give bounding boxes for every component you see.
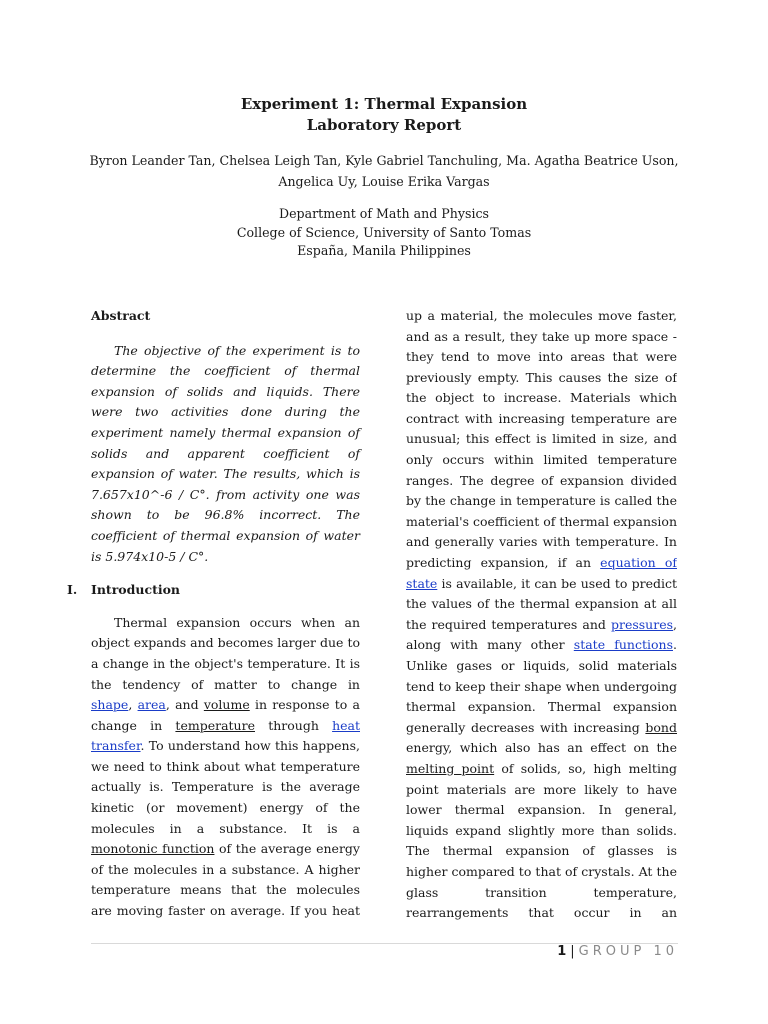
state-functions-link[interactable]: state functions: [573, 637, 673, 653]
pressures-link[interactable]: pressures: [610, 616, 674, 632]
heat-transfer-link[interactable]: heat transfer: [91, 717, 360, 754]
introduction-text-run: ,: [128, 697, 138, 713]
introduction-text-run: energy, which also has an effect on the: [406, 740, 677, 756]
affiliation-department: Department of Math and Physics: [279, 206, 489, 221]
volume-term: volume: [203, 697, 250, 713]
author-list: [0, 150, 768, 192]
title-line-2: Laboratory Report: [306, 116, 462, 134]
introduction-paragraph: [406, 306, 677, 924]
page-number: 1: [557, 944, 567, 959]
introduction-text-run: , and: [165, 697, 204, 713]
introduction-heading-label: Introduction: [91, 582, 181, 598]
introduction-text-run: of the average energy of the molecules in a substance. A higher temperature means that the molecules are moving faster on average. If you heat: [91, 841, 360, 919]
introduction-text-left: [91, 613, 360, 922]
area-link[interactable]: area: [137, 697, 166, 713]
page-footer: [557, 942, 678, 962]
left-column: [67, 306, 360, 922]
introduction-text-run: up a material, the molecules move faster, and as a result, they take up more space - they tend to move into areas that were previously empty. This causes the size of the object to increase. Materials which contract with increasing temperature are unusual; this effect is limited in size, and only occurs within limited temperature ranges. The degree of expansion divided by the change in temperature is called the material's coefficient of thermal expansion and generally varies with temperature. In predicting expansion, if an: [406, 307, 677, 571]
bond-term: bond: [645, 719, 677, 735]
footer-separator: |: [570, 944, 575, 959]
introduction-text-run: through: [254, 717, 333, 733]
introduction-text-run: Thermal expansion occurs when an object expands and becomes larger due to a change in the object's temperature. It is the tendency of matter to change in: [91, 614, 360, 692]
introduction-text-run: is available, it can be used to predict the values of the thermal expansion at all the required temperatures and: [406, 575, 677, 632]
introduction-text-run: of solids, so, high melting point materials are more likely to have lower thermal expansion. In general, liquids expand slightly more than solids. The thermal expansion of glasses is higher compared to that of crystals. At the glass transition temperature, rearrangements that occur in an: [406, 760, 677, 921]
abstract-text: The objective of the experiment is to determine the coefficient of thermal expansion of solids and liquids. There were two activities done during the experiment namely thermal expansion of solids and apparent coefficient of expansion of water. The results, which is 7.657x10^-6 / C°. from activity one was shown to be 96.8% incorrect. The coefficient of thermal expansion of water is 5.974x10-5 / C°.: [91, 342, 360, 564]
equation-of-state-link[interactable]: equation of state: [406, 555, 677, 591]
group-label: GROUP 10: [578, 944, 678, 959]
melting-point-term: melting point: [406, 760, 495, 776]
shape-link[interactable]: shape: [91, 697, 129, 713]
authors-line-1: Byron Leander Tan, Chelsea Leigh Tan, Kyle Gabriel Tanchuling, Ma. Agatha Beatrice Uson,: [89, 153, 679, 168]
affiliation: [0, 205, 768, 261]
paper-title: [0, 94, 768, 136]
introduction-text-run: , along with many other: [406, 616, 677, 653]
right-column: [406, 306, 677, 924]
title-line-1: Experiment 1: Thermal Expansion: [240, 95, 528, 113]
section-number: I.: [67, 582, 78, 598]
introduction-text-run: . Unlike gases or liquids, solid materials tend to keep their shape when undergoing thermal expansion. Thermal expansion generally decreases with increasing: [406, 637, 677, 735]
introduction-text-run: . To understand how this happens, we need to think about what temperature actually is. Temperature is the average kinetic (or movement) energy of the molecules in a substance. It is a: [91, 738, 360, 836]
abstract-heading: Abstract: [91, 308, 151, 323]
introduction-paragraph: [91, 613, 360, 922]
introduction-text-run: in response to a change in: [91, 697, 360, 733]
introduction-heading: [67, 580, 360, 601]
introduction-left-viewport: [91, 613, 360, 922]
affiliation-location: España, Manila Philippines: [297, 243, 471, 258]
monotonic-function-term: monotonic function: [91, 841, 215, 857]
introduction-right-viewport: [406, 306, 677, 924]
introduction-text-right: [406, 306, 677, 924]
temperature-term: temperature: [175, 717, 255, 733]
affiliation-college: College of Science, University of Santo Tomas: [236, 224, 532, 240]
authors-line-2: Angelica Uy, Louise Erika Vargas: [278, 174, 490, 189]
